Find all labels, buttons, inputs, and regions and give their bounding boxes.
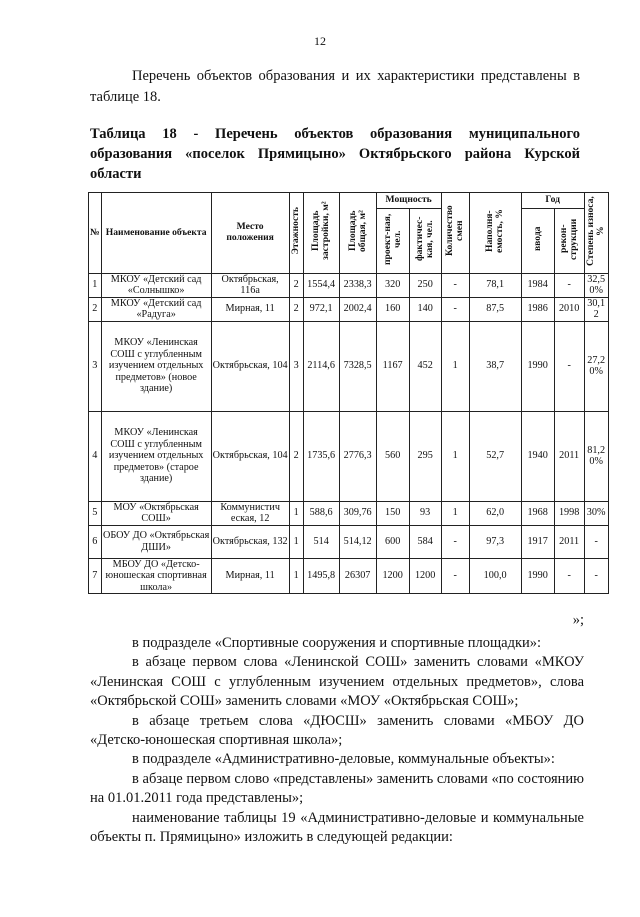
table-cell: МБОУ ДО «Детско-юношеская спортивная школа» [101, 558, 211, 594]
table-cell: 26307 [339, 558, 376, 594]
table-cell: - [554, 558, 584, 594]
header-location: Место положения [211, 193, 289, 274]
table-title: Таблица 18 - Перечень объектов образования муниципального образования «поселок Прямицыно» Октябрьского района Курской области [90, 126, 580, 182]
table-cell: 1 [289, 501, 303, 525]
table-cell: МКОУ «Детский сад «Солнышко» [101, 273, 211, 297]
table-cell: 4 [89, 411, 102, 501]
table-cell: 1735,6 [303, 411, 339, 501]
closing-quote: »; [572, 612, 584, 628]
table-cell: 3 [89, 321, 102, 411]
table-cell: 1986 [521, 297, 554, 321]
table-cell: Коммунистич еская, 12 [211, 501, 289, 525]
table-row [89, 558, 609, 594]
table-cell: ОБОУ ДО «Октябрьская ДШИ» [101, 525, 211, 558]
paragraph-1: в подразделе «Спортивные сооружения и спортивные площадки»: [132, 635, 542, 651]
header-occupancy: Наполня-емость, % [469, 193, 521, 274]
table-cell: 140 [409, 297, 441, 321]
table-cell: 514,12 [339, 525, 376, 558]
table-cell: 600 [376, 525, 409, 558]
table-cell: 150 [376, 501, 409, 525]
table-cell: 5 [89, 501, 102, 525]
table-cell: 6 [89, 525, 102, 558]
table-cell: 7 [89, 558, 102, 594]
table-cell: 309,76 [339, 501, 376, 525]
page-number: 12 [314, 34, 326, 48]
table-cell: 52,7 [469, 411, 521, 501]
paragraph-5: в абзаце первом слово «представлены» заменить словами «по состоянию на 01.01.2011 года представлены»; [90, 770, 584, 807]
table-cell: 2 [289, 273, 303, 297]
table-cell: 1 [441, 501, 469, 525]
table-cell: 250 [409, 273, 441, 297]
table-cell: 1940 [521, 411, 554, 501]
table-cell: 2002,4 [339, 297, 376, 321]
header-capacity-design: проект-ная, чел. [376, 209, 409, 274]
table-cell: - [441, 525, 469, 558]
header-area-total: Площадь общая, м² [339, 193, 376, 274]
table-cell: 1 [441, 411, 469, 501]
table-cell: 30,1 2 [584, 297, 608, 321]
header-year-built: ввода [521, 209, 554, 274]
table-cell: 100,0 [469, 558, 521, 594]
table-cell: - [554, 321, 584, 411]
table-cell: - [441, 273, 469, 297]
table-cell: 1968 [521, 501, 554, 525]
table-cell: Мирная, 11 [211, 558, 289, 594]
table-cell: 584 [409, 525, 441, 558]
table-cell: 1 [89, 273, 102, 297]
table-cell: 1 [289, 558, 303, 594]
table-cell: 93 [409, 501, 441, 525]
intro-paragraph: Перечень объектов образования и их характеристики представлены в таблице 18. [90, 68, 580, 105]
table-cell: 1554,4 [303, 273, 339, 297]
table-cell: Октябрьская, 132 [211, 525, 289, 558]
table-row [89, 525, 609, 558]
paragraph-4: в подразделе «Административно-деловые, коммунальные объекты»: [132, 751, 555, 768]
table-cell: 160 [376, 297, 409, 321]
table-cell: 7328,5 [339, 321, 376, 411]
education-objects-table [88, 192, 609, 594]
table-row [89, 321, 609, 411]
table-cell: 514 [303, 525, 339, 558]
table-cell: 588,6 [303, 501, 339, 525]
table-cell: 1167 [376, 321, 409, 411]
table-cell: 320 [376, 273, 409, 297]
header-num: № [89, 193, 102, 274]
table-cell: 27,2 0% [584, 321, 608, 411]
table-cell: 2 [289, 297, 303, 321]
table-cell: МКОУ «Детский сад «Радуга» [101, 297, 211, 321]
table-cell: - [554, 273, 584, 297]
header-wear: Степень износа, % [584, 193, 608, 274]
table-cell: 30% [584, 501, 608, 525]
table-cell: 32,5 0% [584, 273, 608, 297]
table-cell: - [441, 297, 469, 321]
table-cell: 1200 [376, 558, 409, 594]
table-cell: 972,1 [303, 297, 339, 321]
table-cell: 1998 [554, 501, 584, 525]
header-capacity: Мощность [376, 193, 441, 209]
table-cell: 81,2 0% [584, 411, 608, 501]
table-cell: 1990 [521, 558, 554, 594]
table-cell: Октябрьская, 116а [211, 273, 289, 297]
table-cell: 2114,6 [303, 321, 339, 411]
table-cell: 1495,8 [303, 558, 339, 594]
paragraph-3: в абзаце третьем слова «ДЮСШ» заменить словами «МБОУ ДО «Детско-юношеская спортивная школа»; [90, 712, 584, 749]
paragraph-2: в абзаце первом слова «Ленинской СОШ» заменить словами «МКОУ «Ленинская СОШ с углубленным изучением отдельных предметов», слова «Октябрьской СОШ» заменить словами «МОУ «Октябрьская СОШ»; [90, 654, 584, 710]
table-cell: 2 [89, 297, 102, 321]
table-cell: 2010 [554, 297, 584, 321]
table-cell: 2338,3 [339, 273, 376, 297]
table-row [89, 273, 609, 297]
header-name: Наименование объекта [101, 193, 211, 274]
table-cell: 2011 [554, 411, 584, 501]
header-year: Год [521, 193, 584, 209]
paragraph-6: наименование таблицы 19 «Административно-деловые и коммунальные объекты п. Прямицыно» изложить в следующей редакции: [90, 809, 584, 846]
table-cell: Октябрьская, 104 [211, 411, 289, 501]
table-cell: 2011 [554, 525, 584, 558]
table-cell: 62,0 [469, 501, 521, 525]
table-cell: 2 [289, 411, 303, 501]
table-cell: 295 [409, 411, 441, 501]
table-cell: Октябрьская, 104 [211, 321, 289, 411]
header-year-reconstruction: рекон-струкции [554, 209, 584, 274]
table-cell: - [584, 525, 608, 558]
table-cell: 1 [441, 321, 469, 411]
table-cell: 1990 [521, 321, 554, 411]
table-cell: 97,3 [469, 525, 521, 558]
table-cell: МКОУ «Ленинская СОШ с углубленным изучением отдельных предметов» (новое здание) [101, 321, 211, 411]
table-cell: 87,5 [469, 297, 521, 321]
table-row [89, 297, 609, 321]
header-floors: Этажность [289, 193, 303, 274]
table-cell: 3 [289, 321, 303, 411]
amendments-text [90, 634, 584, 847]
table-cell: - [441, 558, 469, 594]
table-cell: - [584, 558, 608, 594]
table-cell: Мирная, 11 [211, 297, 289, 321]
table-cell: 560 [376, 411, 409, 501]
table-cell: 2776,3 [339, 411, 376, 501]
table-cell: МКОУ «Ленинская СОШ с углубленным изучением отдельных предметов» (старое здание) [101, 411, 211, 501]
table-cell: 1 [289, 525, 303, 558]
table-cell: МОУ «Октябрьская СОШ» [101, 501, 211, 525]
header-shifts: Количество смен [441, 193, 469, 274]
header-capacity-actual: фактичес-кая, чел. [409, 209, 441, 274]
table-row [89, 501, 609, 525]
table-cell: 1917 [521, 525, 554, 558]
table-cell: 1984 [521, 273, 554, 297]
table-cell: 452 [409, 321, 441, 411]
table-cell: 38,7 [469, 321, 521, 411]
header-area-built: Площадь застройки, м² [303, 193, 339, 274]
table-cell: 1200 [409, 558, 441, 594]
table-cell: 78,1 [469, 273, 521, 297]
table-row [89, 411, 609, 501]
